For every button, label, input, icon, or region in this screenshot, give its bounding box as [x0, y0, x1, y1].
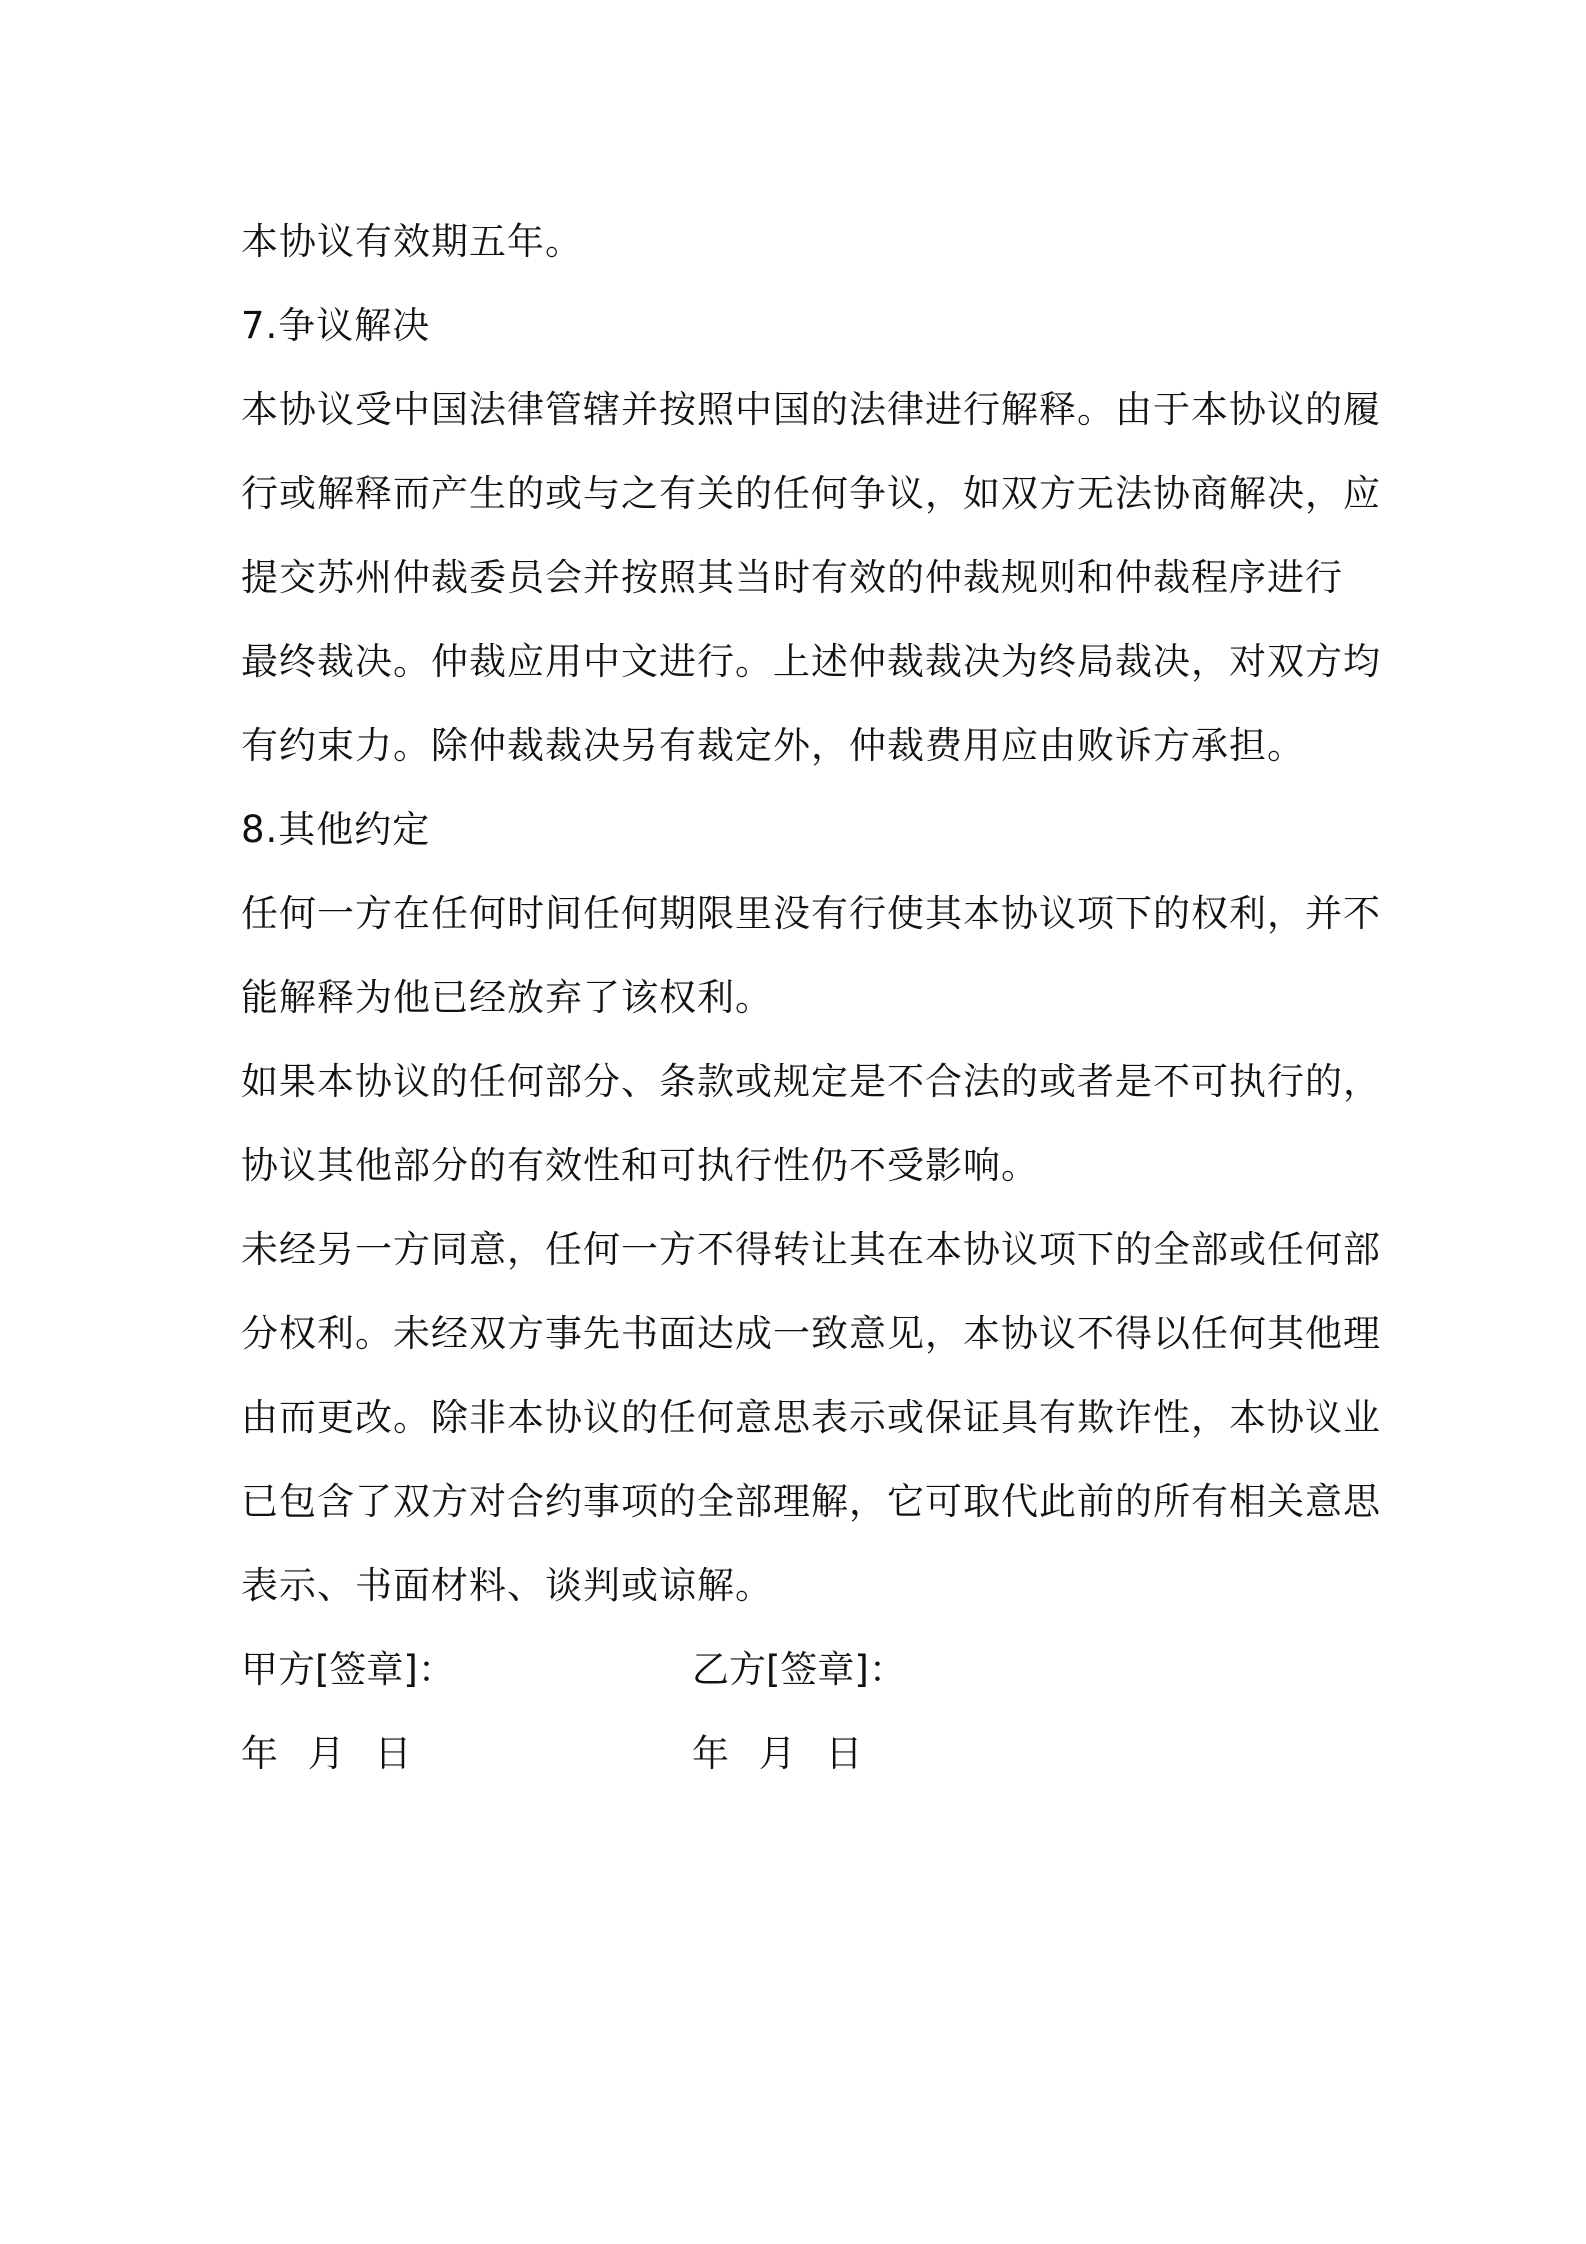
signature-row [241, 1628, 1361, 1712]
section-8-line: 分权利。未经双方事先书面达成一致意见，本协议不得以任何其他理 [241, 1312, 1381, 1355]
date-month: 月 [758, 1732, 796, 1775]
section-8-line: 表示、书面材料、谈判或谅解。 [241, 1564, 773, 1607]
party-a-signature-label: 甲方[签章]： [241, 1648, 455, 1691]
date-day: 日 [825, 1732, 863, 1775]
party-a-date [241, 1712, 430, 1796]
section-7-line: 最终裁决。仲裁应用中文进行。上述仲裁裁决为终局裁决，对双方均 [241, 640, 1381, 683]
date-day: 日 [374, 1732, 412, 1775]
section-7-line: 有约束力。除仲裁裁决另有裁定外，仲裁费用应由败诉方承担。 [241, 724, 1305, 767]
party-b-signature-label: 乙方[签章]： [692, 1648, 906, 1691]
section-8-paragraph-1 [241, 872, 1381, 1040]
section-8-paragraph-3 [241, 1208, 1381, 1628]
section-8-line: 由而更改。除非本协议的任何意思表示或保证具有欺诈性，本协议业 [241, 1396, 1381, 1439]
section-7-paragraph [241, 368, 1381, 788]
party-b-date [692, 1712, 881, 1796]
section-8-line: 协议其他部分的有效性和可执行性仍不受影响。 [241, 1144, 1039, 1187]
date-year: 年 [692, 1732, 729, 1775]
date-year: 年 [241, 1732, 278, 1775]
section-8-line: 如果本协议的任何部分、条款或规定是不合法的或者是不可执行的， [241, 1060, 1381, 1103]
section-8-line: 能解释为他已经放弃了该权利。 [241, 976, 773, 1019]
document-body [241, 200, 1381, 1796]
date-month: 月 [307, 1732, 345, 1775]
section-7-line: 行或解释而产生的或与之有关的任何争议，如双方无法协商解决，应 [241, 472, 1381, 515]
section-7-heading: 7.争议解决 [241, 304, 431, 347]
section-7-line: 本协议受中国法律管辖并按照中国的法律进行解释。由于本协议的履 [241, 388, 1381, 431]
section-8-line: 任何一方在任何时间任何期限里没有行使其本协议项下的权利，并不 [241, 892, 1381, 935]
section-8-line: 未经另一方同意，任何一方不得转让其在本协议项下的全部或任何部 [241, 1228, 1381, 1271]
section-8-line: 已包含了双方对合约事项的全部理解，它可取代此前的所有相关意思 [241, 1480, 1381, 1523]
validity-line: 本协议有效期五年。 [241, 220, 583, 263]
section-8-heading: 8.其他约定 [241, 808, 431, 851]
date-row [241, 1712, 1361, 1796]
section-7-line: 提交苏州仲裁委员会并按照其当时有效的仲裁规则和仲裁程序进行 [241, 556, 1343, 599]
section-8-paragraph-2 [241, 1040, 1381, 1208]
